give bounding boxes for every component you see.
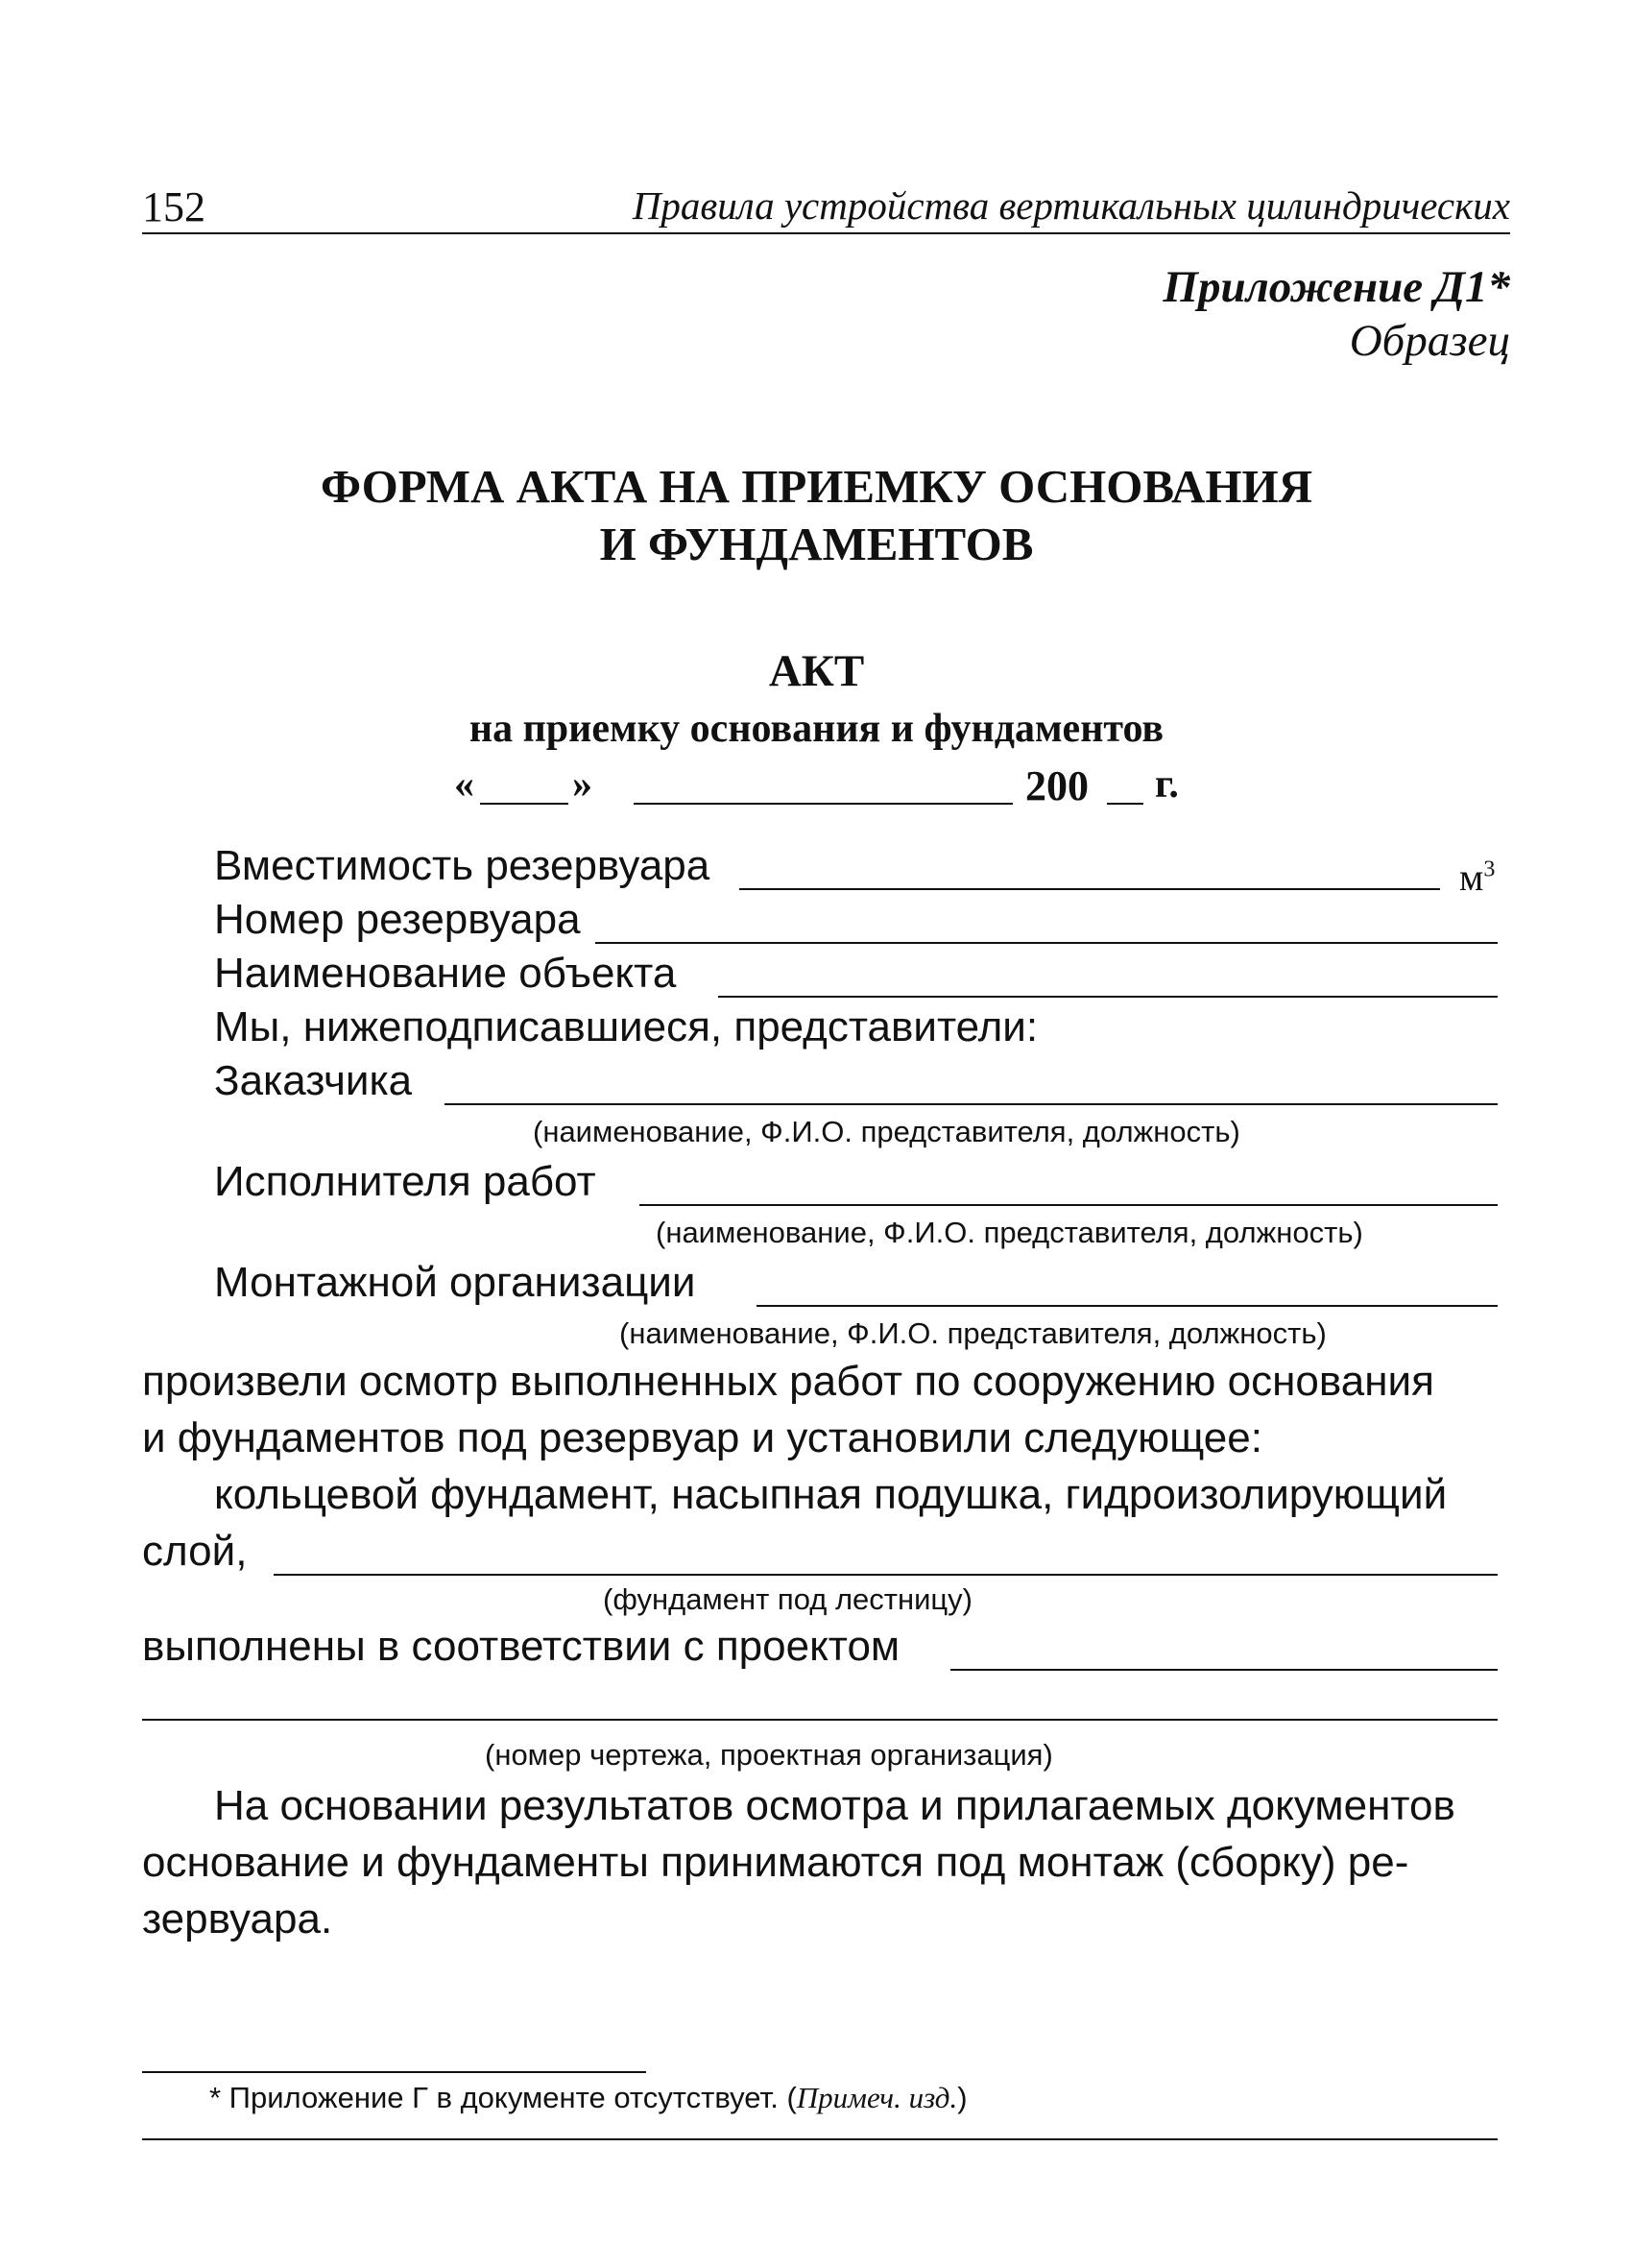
body-line: зервуара. (142, 1895, 333, 1942)
customer-label: Заказчика (214, 1057, 413, 1104)
customer-field[interactable] (444, 1103, 1498, 1105)
tank-number-label: Номер резервуара (214, 896, 581, 943)
footnote-note: Примеч. изд. (796, 2081, 958, 2114)
act-subtitle: на приемку основания и фундаментов (468, 707, 1165, 751)
representatives-label: Мы, нижеподписавшиеся, представители: (214, 1003, 1039, 1050)
customer-caption: (наименование, Ф.И.О. представителя, должность) (533, 1115, 1240, 1148)
date-year-blank[interactable] (1107, 803, 1143, 805)
contractor-caption: (наименование, Ф.И.О. представителя, должность) (656, 1216, 1363, 1249)
body-line: слой, (142, 1528, 248, 1575)
form-title-line1: ФОРМА АКТА НА ПРИЕМКУ ОСНОВАНИЯ (321, 460, 1312, 513)
body-line: выполнены в соответствии с проектом (142, 1623, 901, 1670)
object-name-field[interactable] (718, 996, 1498, 998)
contractor-label: Исполнителя работ (214, 1158, 596, 1205)
assembly-label: Монтажной организации (214, 1259, 696, 1306)
capacity-unit-exponent: 3 (1483, 857, 1496, 882)
capacity-field[interactable] (739, 888, 1440, 890)
date-day-blank[interactable] (480, 803, 568, 805)
capacity-unit: $м^3$ (1459, 856, 1496, 899)
body-line: и фундаментов под резервуар и установили следующее: (142, 1414, 1262, 1461)
act-title: АКТ (768, 646, 865, 696)
date-close-quote: » (572, 762, 592, 807)
footnote: * Приложение Г в документе отсутствует. (Примеч. изд.) (209, 2081, 968, 2114)
tank-number-field[interactable] (595, 942, 1498, 944)
ladder-foundation-field[interactable] (274, 1574, 1498, 1576)
assembly-caption: (наименование, Ф.И.О. представителя, должность) (619, 1316, 1327, 1350)
header-rule (142, 232, 1510, 234)
form-title-line2: И ФУНДАМЕНТОВ (599, 518, 1034, 570)
object-name-label: Наименование объекта (214, 950, 677, 997)
project-field-continued[interactable] (142, 1719, 1498, 1721)
capacity-label: Вместимость резервуара (214, 842, 710, 889)
drawing-caption: (номер чертежа, проектная организация) (485, 1738, 1053, 1772)
page-number: 152 (142, 183, 205, 230)
contractor-field[interactable] (639, 1204, 1498, 1206)
body-line: На основании результатов осмотра и прилагаемых документов (214, 1782, 1455, 1829)
body-line: кольцевой фундамент, насыпная подушка, гидроизолирующий (214, 1471, 1448, 1518)
project-field[interactable] (950, 1669, 1498, 1671)
footer-rule (142, 2138, 1498, 2140)
body-line: произвели осмотр выполненных работ по сооружению основания (142, 1358, 1434, 1405)
date-month-blank[interactable] (634, 803, 1013, 805)
sample-label: Образец (1349, 316, 1510, 366)
footnote-separator (142, 2071, 646, 2073)
appendix-label: Приложение Д1* (1163, 262, 1510, 312)
date-year: 200 (1025, 762, 1089, 809)
running-title: Правила устройства вертикальных цилиндрических (632, 183, 1510, 228)
date-open-quote: « (454, 762, 474, 807)
date-suffix: г. (1155, 762, 1179, 807)
ladder-caption: (фундамент под лестницу) (603, 1582, 973, 1616)
assembly-field[interactable] (756, 1305, 1498, 1307)
body-line: основание и фундаменты принимаются под монтаж (сборку) ре- (142, 1839, 1409, 1886)
